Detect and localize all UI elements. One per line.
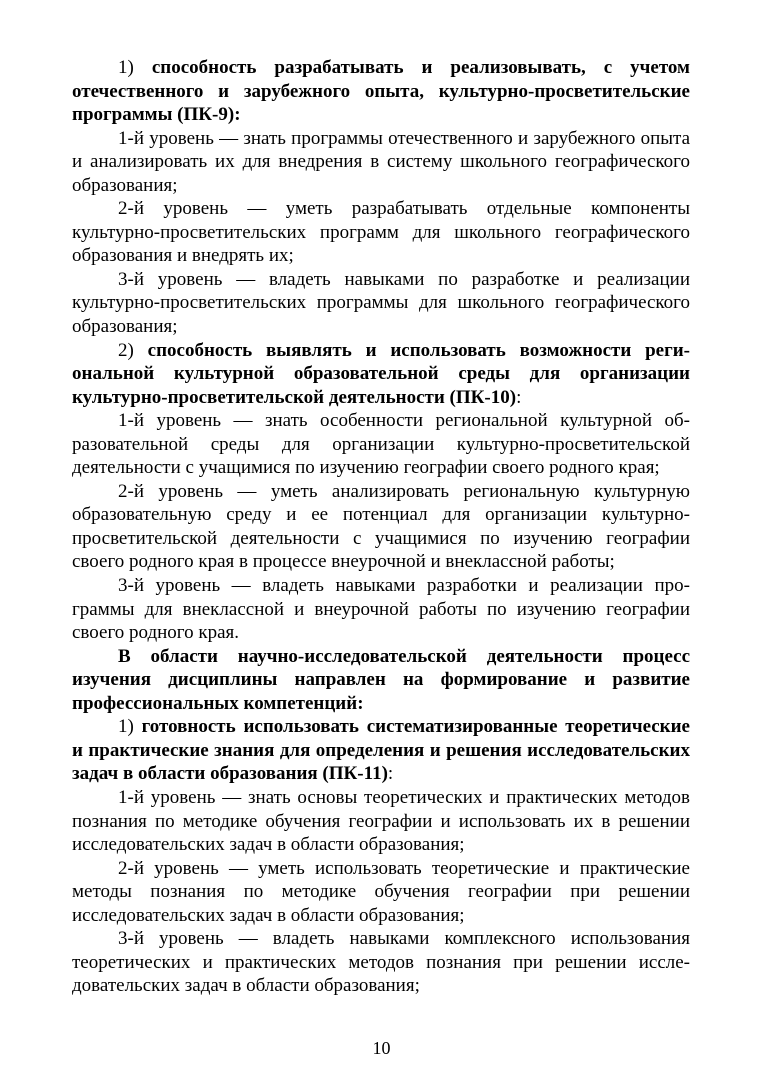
level-2-pk10 xyxy=(72,480,690,574)
paragraph-text: 1-й уровень — знать особенности региональной культурной образовательной среды для организации культурно-просветительской деятельности с учащимися по изучению географии своего родного края; xyxy=(72,410,690,479)
item-number: 2) xyxy=(118,339,134,361)
paragraph-text: : xyxy=(516,386,522,408)
competency-pk9 xyxy=(72,56,690,127)
level-1-pk10 xyxy=(72,409,690,480)
paragraph-text: 1-й уровень — знать основы теоретических и практических методов познания по методике обучения географии и использовать их в решении исследовательских задач в области образования; xyxy=(72,786,690,856)
section-research-heading xyxy=(72,645,690,716)
paragraph-text: 1-й уровень — знать программы отечественного и зарубежного опыта и анализировать их для внедрения в систему школьного географического образования; xyxy=(72,127,690,196)
paragraph-text: : xyxy=(387,763,394,785)
paragraph-text: 3-й уровень — владеть навыками по разработке и реализации культурно-просветительских программы для школьного географического образования; xyxy=(72,268,690,338)
level-3-pk11 xyxy=(72,927,690,998)
item-number: 1) xyxy=(118,57,134,78)
competency-title: способность разрабатывать и реализовывать, с учетом отечественного и зарубежного опыта, культурно-просветительские программы (ПК-9): xyxy=(72,57,690,126)
level-2-pk9 xyxy=(72,197,690,268)
paragraph-text: 2-й уровень — уметь анализировать региональную культурную образовательную среду и ее потенциал для организации культурно-просветительской деятельности с учащимися по изучению географии своего родного края в процессе внеурочной и внеклассной работы; xyxy=(72,480,690,573)
competency-pk11 xyxy=(72,715,690,786)
paragraph-text: 2-й уровень — уметь использовать теоретические и практические методы познания по методике обучения географии при решении исследовательских задач в области образования; xyxy=(72,857,690,926)
paragraph-text: 2-й уровень — уметь разрабатывать отдельные компоненты культурно-просветительских программ для школьного географического образования и внедрять их; xyxy=(72,198,690,267)
level-1-pk9 xyxy=(72,127,690,198)
paragraph-text: 3-й уровень — владеть навыками разработки и реализации программы для внеклассной и внеурочной работы по изучению географии своего родного края. xyxy=(72,575,690,644)
level-3-pk10 xyxy=(72,574,690,645)
competency-pk10 xyxy=(72,339,690,410)
level-2-pk11 xyxy=(72,857,690,928)
item-number: 1) xyxy=(118,716,134,738)
level-3-pk9 xyxy=(72,268,690,339)
competency-title: готовность использовать систематизированные теоретические и практические знания для определения и решения исследовательских задач в области образования (ПК-11) xyxy=(72,716,690,785)
section-heading: В области научно-исследовательской деятельности процесс изучения дисциплины направлен на формирование и развитие профессиональных компетенций: xyxy=(72,645,690,714)
paragraph-text: 3-й уровень — владеть навыками комплексного использования теоретических и практических методов познания при решении исследовательских задач в области образования; xyxy=(72,928,690,997)
document-body xyxy=(72,56,690,998)
competency-title: способность выявлять и использовать возможности региональной культурной образовательной среды для организации культурно-просветительской деятельности (ПК-10) xyxy=(72,339,690,408)
level-1-pk11 xyxy=(72,786,690,857)
page-number: 10 xyxy=(372,1038,391,1058)
